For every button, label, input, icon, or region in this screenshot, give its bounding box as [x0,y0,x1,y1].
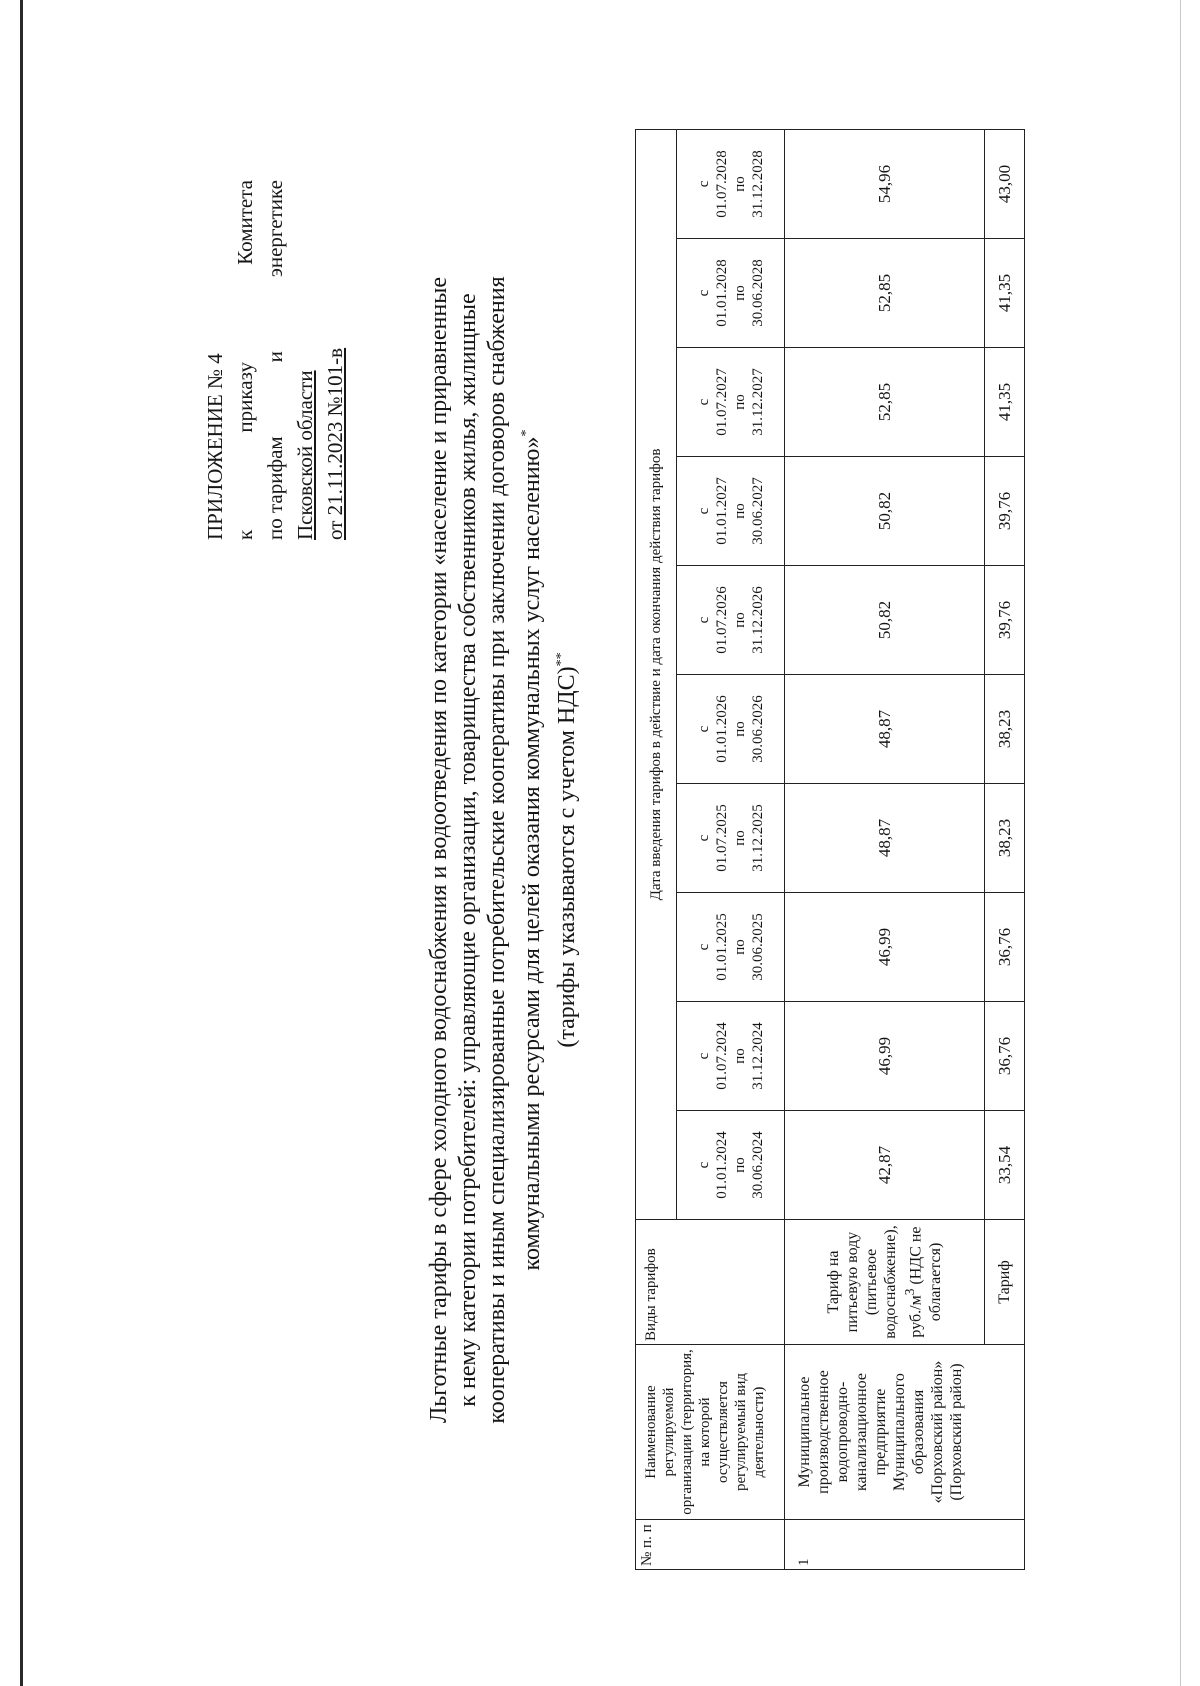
period-from: с [695,616,712,624]
period-header-cell [677,675,785,784]
period-start: 01.01.2025 [713,913,730,981]
period-end: 30.06.2024 [749,1131,766,1199]
period-header-cell [677,129,785,238]
table-row [785,129,985,1569]
title-line: к нему категории потребителей: управляющие организации, товарищества собственников жилья, жилищные [455,293,481,1407]
scan-edge-right [1180,0,1181,1686]
period-to: по [731,721,748,737]
period-from: с [695,725,712,733]
tariff-value-cell: 36,76 [985,893,1025,1002]
row-number: 1 [785,1520,1025,1570]
period-from: с [695,180,712,188]
footnote-mark: ** [554,652,569,667]
period-end: 31.12.2025 [749,804,766,872]
header-number: № п. п [636,1520,785,1570]
tariff-value-cell: 46,99 [785,1002,985,1111]
appendix-date-number: от 21.11.2023 №101-в [323,347,347,540]
period-to: по [731,1157,748,1173]
period-start: 01.07.2028 [713,150,730,218]
tariff-value-cell: 41,35 [985,239,1025,348]
title-line [547,130,582,1570]
tariff-kind [785,1220,985,1345]
organization-name: Муниципальное производственное водопроводно-канализационное предприятие Муниципального образования «Порховский район» (Порховский район) [785,1345,1025,1520]
period-from: с [695,289,712,297]
appendix-word: энергетике [263,180,287,278]
period-end: 31.12.2026 [749,586,766,654]
tariff-kind: Тариф [985,1220,1025,1345]
period-header-cell [677,1002,785,1111]
tariff-kind-text: Тариф на питьевую воду (питьевое водоснабжение), руб./м [825,1225,925,1339]
appendix-line-1 [230,180,260,540]
appendix-word: по тарифам [263,436,287,540]
title-line-text: коммунальными ресурсами для целей оказания коммунальных услуг населению» [519,436,545,1271]
period-from: с [695,398,712,406]
period-header-cell [677,784,785,893]
period-header-cell [677,1111,785,1220]
period-header-cell [677,457,785,566]
tariff-value-cell: 46,99 [785,893,985,1002]
tariff-value-cell: 48,87 [785,784,985,893]
unit-superscript: 3 [902,1288,918,1296]
period-end: 30.06.2027 [749,477,766,545]
period-to: по [731,1048,748,1064]
period-header-cell [677,566,785,675]
period-end: 31.12.2027 [749,368,766,436]
period-from: с [695,943,712,951]
period-start: 01.07.2024 [713,1022,730,1090]
title-line: кооперативы и иным специализированные потребительские кооперативы при заключении договоров снабжения [484,276,510,1424]
period-to: по [731,612,748,628]
appendix-title: ПРИЛОЖЕНИЕ № 4 [203,353,227,540]
appendix-word: к [233,529,257,540]
period-from: с [695,1161,712,1169]
tariff-value-cell: 50,82 [785,566,985,675]
period-header-cell [677,239,785,348]
header-tariff-kind: Виды тарифов [636,1220,785,1345]
period-from: с [695,507,712,515]
period-start: 01.01.2028 [713,259,730,327]
header-row [636,129,677,1569]
title-line-text: (тарифы указываются с учетом НДС) [554,666,580,1048]
period-to: по [731,285,748,301]
tariff-value-cell: 50,82 [785,457,985,566]
tariff-value-cell: 36,76 [985,1002,1025,1111]
header-organization: Наименование регулируемой организации (территория, на которой осуществляется регулируемый вид деятельности) [636,1345,785,1520]
tariff-value-cell: 52,85 [785,348,985,457]
tariff-value-cell: 54,96 [785,129,985,238]
appendix-line-3: Псковской области [293,370,317,540]
tariff-value-cell: 41,35 [985,348,1025,457]
period-start: 01.07.2027 [713,368,730,436]
period-end: 30.06.2026 [749,695,766,763]
tariff-value-cell: 38,23 [985,675,1025,784]
header-dates: Дата введения тарифов в действие и дата окончания действия тарифов [636,129,677,1219]
appendix-line-2 [260,180,290,540]
tariff-value-cell: 39,76 [985,566,1025,675]
tariff-value-cell: 42,87 [785,1111,985,1220]
appendix-word: приказу [233,362,257,433]
tariff-table [635,129,1025,1570]
appendix-word: и [263,351,287,363]
period-from: с [695,1052,712,1060]
period-to: по [731,394,748,410]
period-end: 30.06.2028 [749,259,766,327]
appendix-word: Комитета [233,180,257,265]
period-start: 01.07.2026 [713,586,730,654]
period-start: 01.07.2025 [713,804,730,872]
period-end: 31.12.2024 [749,1022,766,1090]
document-page [80,80,1140,1600]
period-start: 01.01.2027 [713,477,730,545]
tariff-value-cell: 48,87 [785,675,985,784]
appendix-header [200,180,350,540]
tariff-value-cell: 43,00 [985,129,1025,238]
tariff-value-cell: 33,54 [985,1111,1025,1220]
period-to: по [731,503,748,519]
period-header-cell [677,348,785,457]
period-from: с [695,834,712,842]
tariff-value-cell: 39,76 [985,457,1025,566]
tariff-vat-note: (НДС не облагается) [907,1226,944,1322]
period-start: 01.01.2026 [713,695,730,763]
period-to: по [731,176,748,192]
period-to: по [731,939,748,955]
period-header-cell [677,893,785,1002]
period-end: 31.12.2028 [749,150,766,218]
title-line [512,130,547,1570]
document-title [425,130,582,1570]
period-end: 30.06.2025 [749,913,766,981]
period-start: 01.01.2024 [713,1131,730,1199]
period-to: по [731,830,748,846]
tariff-value-cell: 38,23 [985,784,1025,893]
tariff-value-cell: 52,85 [785,239,985,348]
scan-edge [20,0,23,1686]
footnote-mark: * [519,429,534,437]
title-line: Льготные тарифы в сфере холодного водоснабжения и водоотведения по категории «население и приравненные [426,277,452,1423]
